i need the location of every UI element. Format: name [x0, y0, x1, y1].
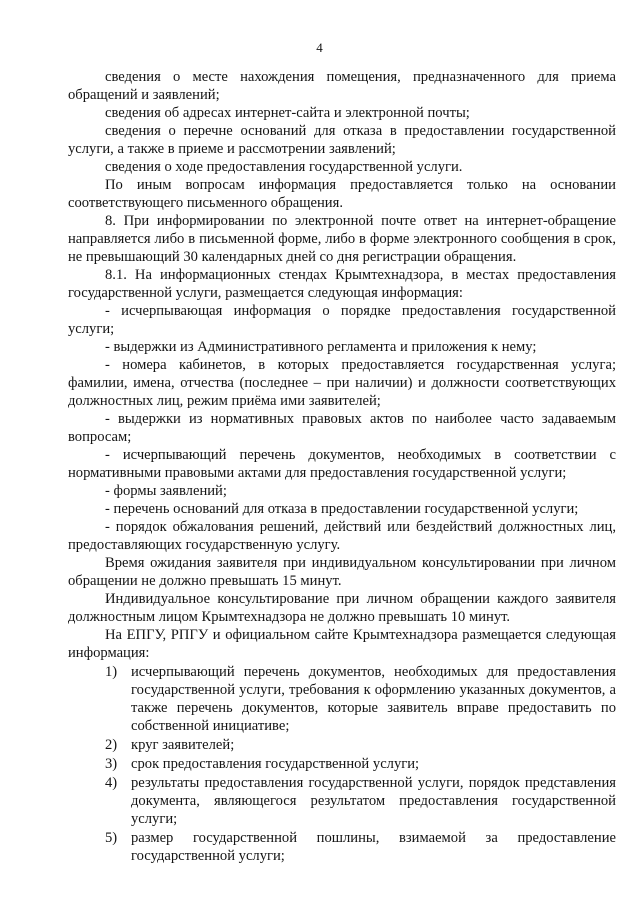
list-item-number: 2): [105, 737, 118, 753]
paragraph: Индивидуальное консультирование при личном обращении каждого заявителя должностным лицом Крымтехнадзора не должно превышать 10 минут.: [68, 591, 620, 625]
paragraph: - формы заявлений;: [105, 483, 227, 499]
paragraph: сведения о месте нахождения помещения, предназначенного для приема обращений и заявлений;: [68, 69, 620, 103]
list-item-number: 5): [105, 830, 118, 846]
paragraph: - номера кабинетов, в которых предоставляется государственная услуга; фамилии, имена, отчества (последнее – при наличии) и должности соответствующих должностных лиц, режим приёма ими заявителей;: [68, 357, 620, 409]
list-item-number: 3): [105, 756, 118, 772]
paragraph: - выдержки из Административного регламента и приложения к нему;: [105, 339, 537, 355]
list-item-text: круг заявителей;: [131, 737, 235, 753]
body-text: [68, 68, 620, 865]
paragraph: 8. При информировании по электронной почте ответ на интернет-обращение направляется либо в письменной форме, либо в форме электронного сообщения в срок, не превышающий 30 календарных дней со дня регистрации обращения.: [68, 213, 620, 265]
paragraph: - перечень оснований для отказа в предоставлении государственной услуги;: [105, 501, 579, 517]
paragraph: сведения о перечне оснований для отказа в предоставлении государственной услуги, а также в приеме и рассмотрении заявлений;: [68, 123, 620, 157]
paragraph: 8.1. На информационных стендах Крымтехнадзора, в местах предоставления государственной услуги, размещается следующая информация:: [68, 267, 620, 301]
paragraph: Время ожидания заявителя при индивидуальном консультировании при личном обращении не должно превышать 15 минут.: [68, 555, 620, 589]
numbered-list-item: [68, 829, 616, 865]
list-item-text: размер государственной пошлины, взимаемой за предоставление государственной услуги;: [131, 830, 616, 864]
list-item-number: 4): [105, 775, 118, 791]
list-item-text: срок предоставления государственной услуги;: [131, 756, 420, 772]
numbered-list-item: [68, 755, 616, 773]
numbered-list-item: [68, 663, 616, 735]
numbered-list-item: [68, 774, 616, 828]
numbered-list-item: [68, 736, 616, 754]
paragraph: сведения об адресах интернет-сайта и электронной почты;: [105, 105, 470, 121]
list-item-number: 1): [105, 664, 118, 680]
paragraph: На ЕПГУ, РПГУ и официальном сайте Крымтехнадзора размещается следующая информация:: [68, 627, 620, 661]
list-item-text: результаты предоставления государственной услуги, порядок представления документа, являющегося результатом предоставления государственной услуги;: [131, 775, 616, 827]
paragraph: - порядок обжалования решений, действий или бездействий должностных лиц, предоставляющих государственную услугу.: [68, 519, 620, 553]
page-number: 4: [316, 40, 323, 55]
paragraph: - исчерпывающая информация о порядке предоставления государственной услуги;: [68, 303, 620, 337]
paragraph: сведения о ходе предоставления государственной услуги.: [105, 159, 463, 175]
paragraph: По иным вопросам информация предоставляется только на основании соответствующего письменного обращения.: [68, 177, 620, 211]
paragraph: - исчерпывающий перечень документов, необходимых в соответствии с нормативными правовыми актами для предоставления государственной услуги;: [68, 447, 620, 481]
paragraph: - выдержки из нормативных правовых актов по наиболее часто задаваемым вопросам;: [68, 411, 620, 445]
list-item-text: исчерпывающий перечень документов, необходимых для предоставления государственной услуги, требования к оформлению указанных документов, а также перечень документов, которые заявитель вправе предоставить по собственной инициативе;: [131, 664, 616, 734]
